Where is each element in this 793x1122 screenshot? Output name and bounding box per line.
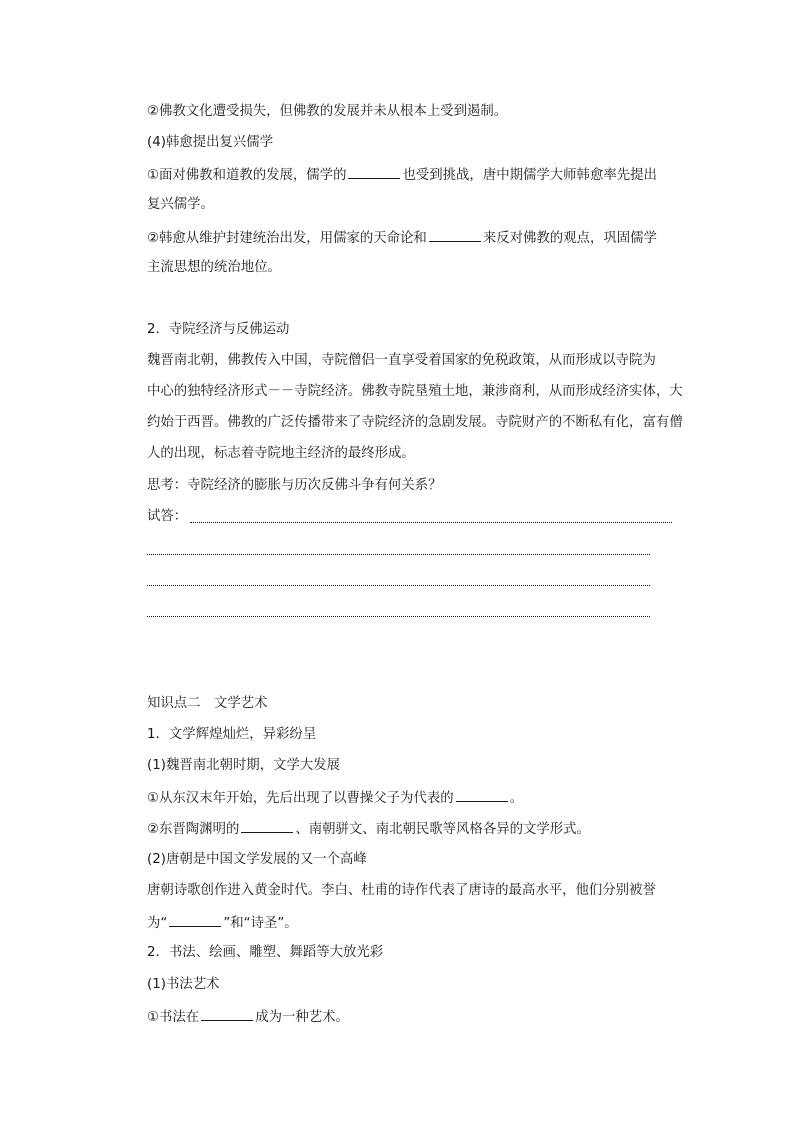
answer-dotted-line[interactable] <box>147 616 650 617</box>
hanyu-point1-line2: 复兴儒学。 <box>147 197 214 212</box>
hanyu-point1-line1 <box>147 164 657 186</box>
tang-poetry-text-a: 为“ <box>147 916 168 931</box>
calligraphy-text-a: ①书法在 <box>147 1010 200 1025</box>
arts-heading: 2．书法、绘画、雕塑、舞蹈等大放光彩 <box>147 945 384 960</box>
buddhism-loss-line: ②佛教文化遭受损失，但佛教的发展并未从根本上受到遏制。 <box>147 104 508 119</box>
caocao-line <box>147 787 523 809</box>
temple-economy-heading: 2．寺院经济与反佛运动 <box>147 322 290 337</box>
knowledge-point-heading: 知识点二 文学艺术 <box>147 696 268 711</box>
weijin-subheading: (1)魏晋南北朝时期，文学大发展 <box>147 758 341 773</box>
fill-blank <box>348 164 400 179</box>
answer-dotted-line[interactable] <box>190 522 672 523</box>
caocao-text-b: 。 <box>509 791 523 806</box>
calligraphy-line <box>147 1006 349 1028</box>
hanyu-point2-text-b: 来反对佛教的观点，巩固儒学 <box>482 231 657 246</box>
taoyuanming-text-a: ②东晋陶渊明的 <box>147 822 240 837</box>
tang-subheading: (2)唐朝是中国文学发展的又一个高峰 <box>147 852 367 867</box>
literature-heading: 1．文学辉煌灿烂，异彩纷呈 <box>147 727 317 742</box>
calligraphy-subheading: (1)书法艺术 <box>147 977 220 992</box>
think-question: 思考：寺院经济的膨胀与历次反佛斗争有何关系？ <box>147 478 442 493</box>
temple-para-line1: 魏晋南北朝，佛教传入中国，寺院僧侣一直享受着国家的免税政策，从而形成以寺院为 <box>147 353 656 368</box>
fill-blank <box>456 787 508 802</box>
tang-poetry-line2 <box>147 912 298 934</box>
fill-blank <box>169 912 221 927</box>
answer-dotted-line[interactable] <box>147 585 650 586</box>
fill-blank <box>429 227 481 242</box>
hanyu-point2-line1 <box>147 227 657 249</box>
hanyu-point2-text-a: ②韩愈从维护封建统治出发，用儒家的天命论和 <box>147 231 427 246</box>
hanyu-heading: (4)韩愈提出复兴儒学 <box>147 135 274 150</box>
taoyuanming-text-b: 、南朝骈文、南北朝民歌等风格各异的文学形式。 <box>295 822 590 837</box>
temple-para-line4: 人的出现，标志着寺院地主经济的最终形成。 <box>147 446 415 461</box>
answer-dotted-line[interactable] <box>147 554 650 555</box>
temple-para-line3: 约始于西晋。佛教的广泛传播带来了寺院经济的急剧发展。寺院财产的不断私有化，富有僧 <box>147 415 683 430</box>
temple-para-line2: 中心的独特经济形式－－寺院经济。佛教寺院垦殖土地，兼涉商利，从而形成经济实体，大 <box>147 384 683 399</box>
fill-blank <box>201 1006 253 1021</box>
tang-poetry-line1: 唐朝诗歌创作进入黄金时代。李白、杜甫的诗作代表了唐诗的最高水平，他们分别被誉 <box>147 883 656 898</box>
calligraphy-text-b: 成为一种艺术。 <box>255 1010 349 1025</box>
caocao-text-a: ①从东汉末年开始，先后出现了以曹操父子为代表的 <box>147 791 454 806</box>
tang-poetry-text-b: ”和“诗圣”。 <box>223 916 298 931</box>
hanyu-point1-text-b: 也受到挑战，唐中期儒学大师韩愈率先提出 <box>402 168 657 183</box>
fill-blank <box>241 818 293 833</box>
hanyu-point1-text-a: ①面对佛教和道教的发展，儒学的 <box>147 168 347 183</box>
taoyuanming-line <box>147 818 590 840</box>
hanyu-point2-line2: 主流思想的统治地位。 <box>147 260 281 275</box>
answer-label: 试答： <box>147 509 188 524</box>
